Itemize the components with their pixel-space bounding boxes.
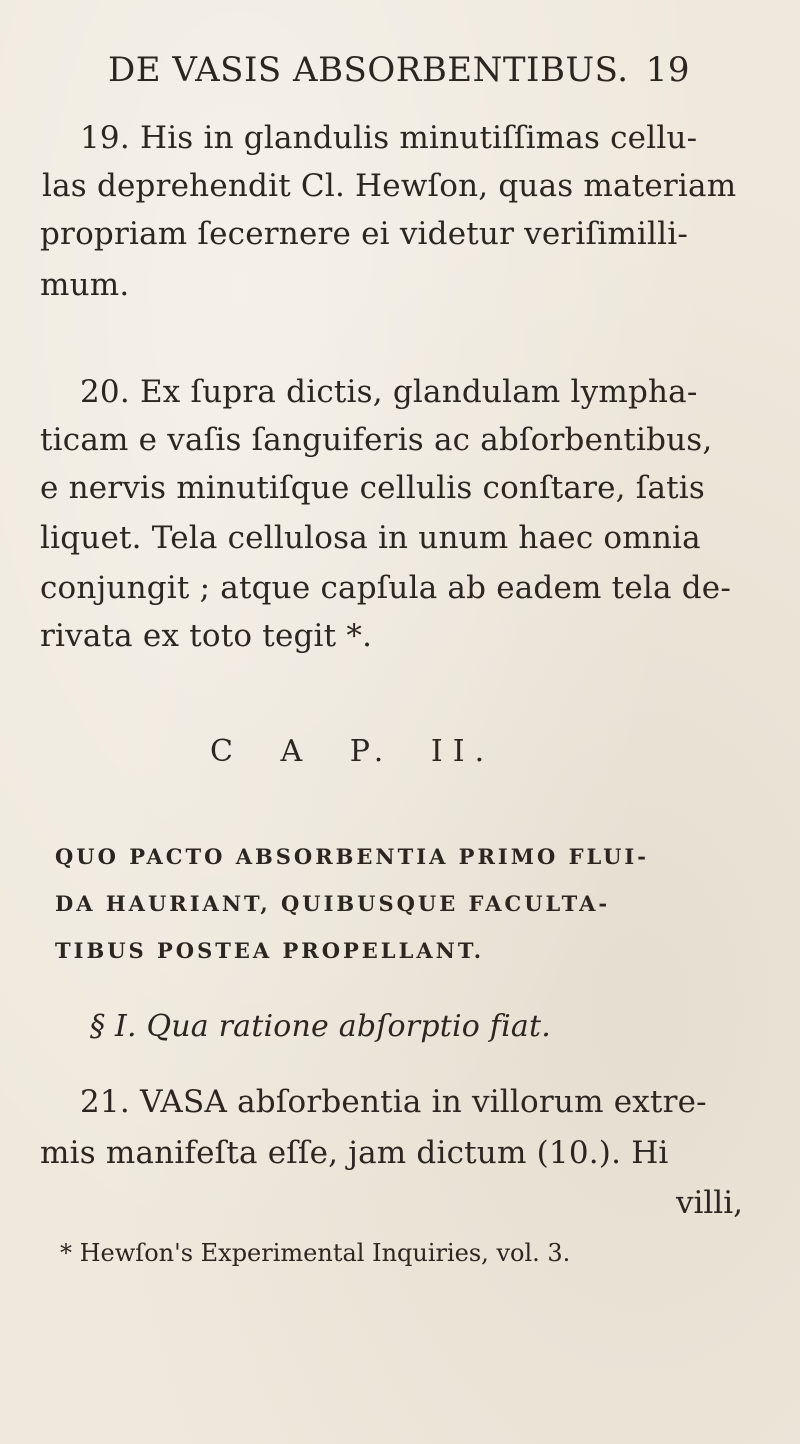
paragraph-19-line-2: las deprehendit Cl. Hewſon, quas materiam [42,168,737,204]
chapter-subtitle-line-1: QUO PACTO ABSORBENTIA PRIMO FLUI- [55,844,649,869]
paragraph-20-line-4: liquet. Tela cellulosa in unum haec omnia [40,520,701,556]
running-title: DE VASIS ABSORBENTIBUS. [108,50,629,90]
paragraph-19-line-4: mum. [40,267,130,303]
running-header [108,48,690,92]
paragraph-20-line-3: e nervis minutiſque cellulis conſtare, ſatis [40,470,706,506]
paragraph-21-line-1: 21. VASA abſorbentia in villorum extre- [80,1084,707,1120]
page-number: 19 [645,50,690,90]
paragraph-20-line-5: conjungit ; atque capſula ab eadem tela de- [40,570,731,606]
paragraph-19-line-1: 19. His in glandulis minutiſſimas cellu- [80,120,698,156]
catchword: villi, [675,1185,743,1221]
paragraph-20-line-1: 20. Ex ſupra dictis, glandulam lympha- [80,374,698,410]
paragraph-20-line-2: ticam e vaſis ſanguiferis ac abſorbentibus, [40,422,713,458]
paragraph-20-line-6: rivata ex toto tegit *. [40,618,373,654]
paragraph-21-line-2: mis manifeſta eſſe, jam dictum (10.). Hi [40,1135,669,1171]
paragraph-19-line-3: propriam ſecernere ei videtur veriſimilli- [40,216,689,252]
chapter-subtitle-line-3: TIBUS POSTEA PROPELLANT. [55,938,485,963]
chapter-subtitle-line-2: DA HAURIANT, QUIBUSQUE FACULTA- [55,891,611,916]
footnote: * Hewſon's Experimental Inquiries, vol. 3. [60,1239,571,1267]
chapter-title: C A P. II. [210,734,495,769]
section-heading: § I. Qua ratione abſorptio fiat. [90,1009,551,1044]
